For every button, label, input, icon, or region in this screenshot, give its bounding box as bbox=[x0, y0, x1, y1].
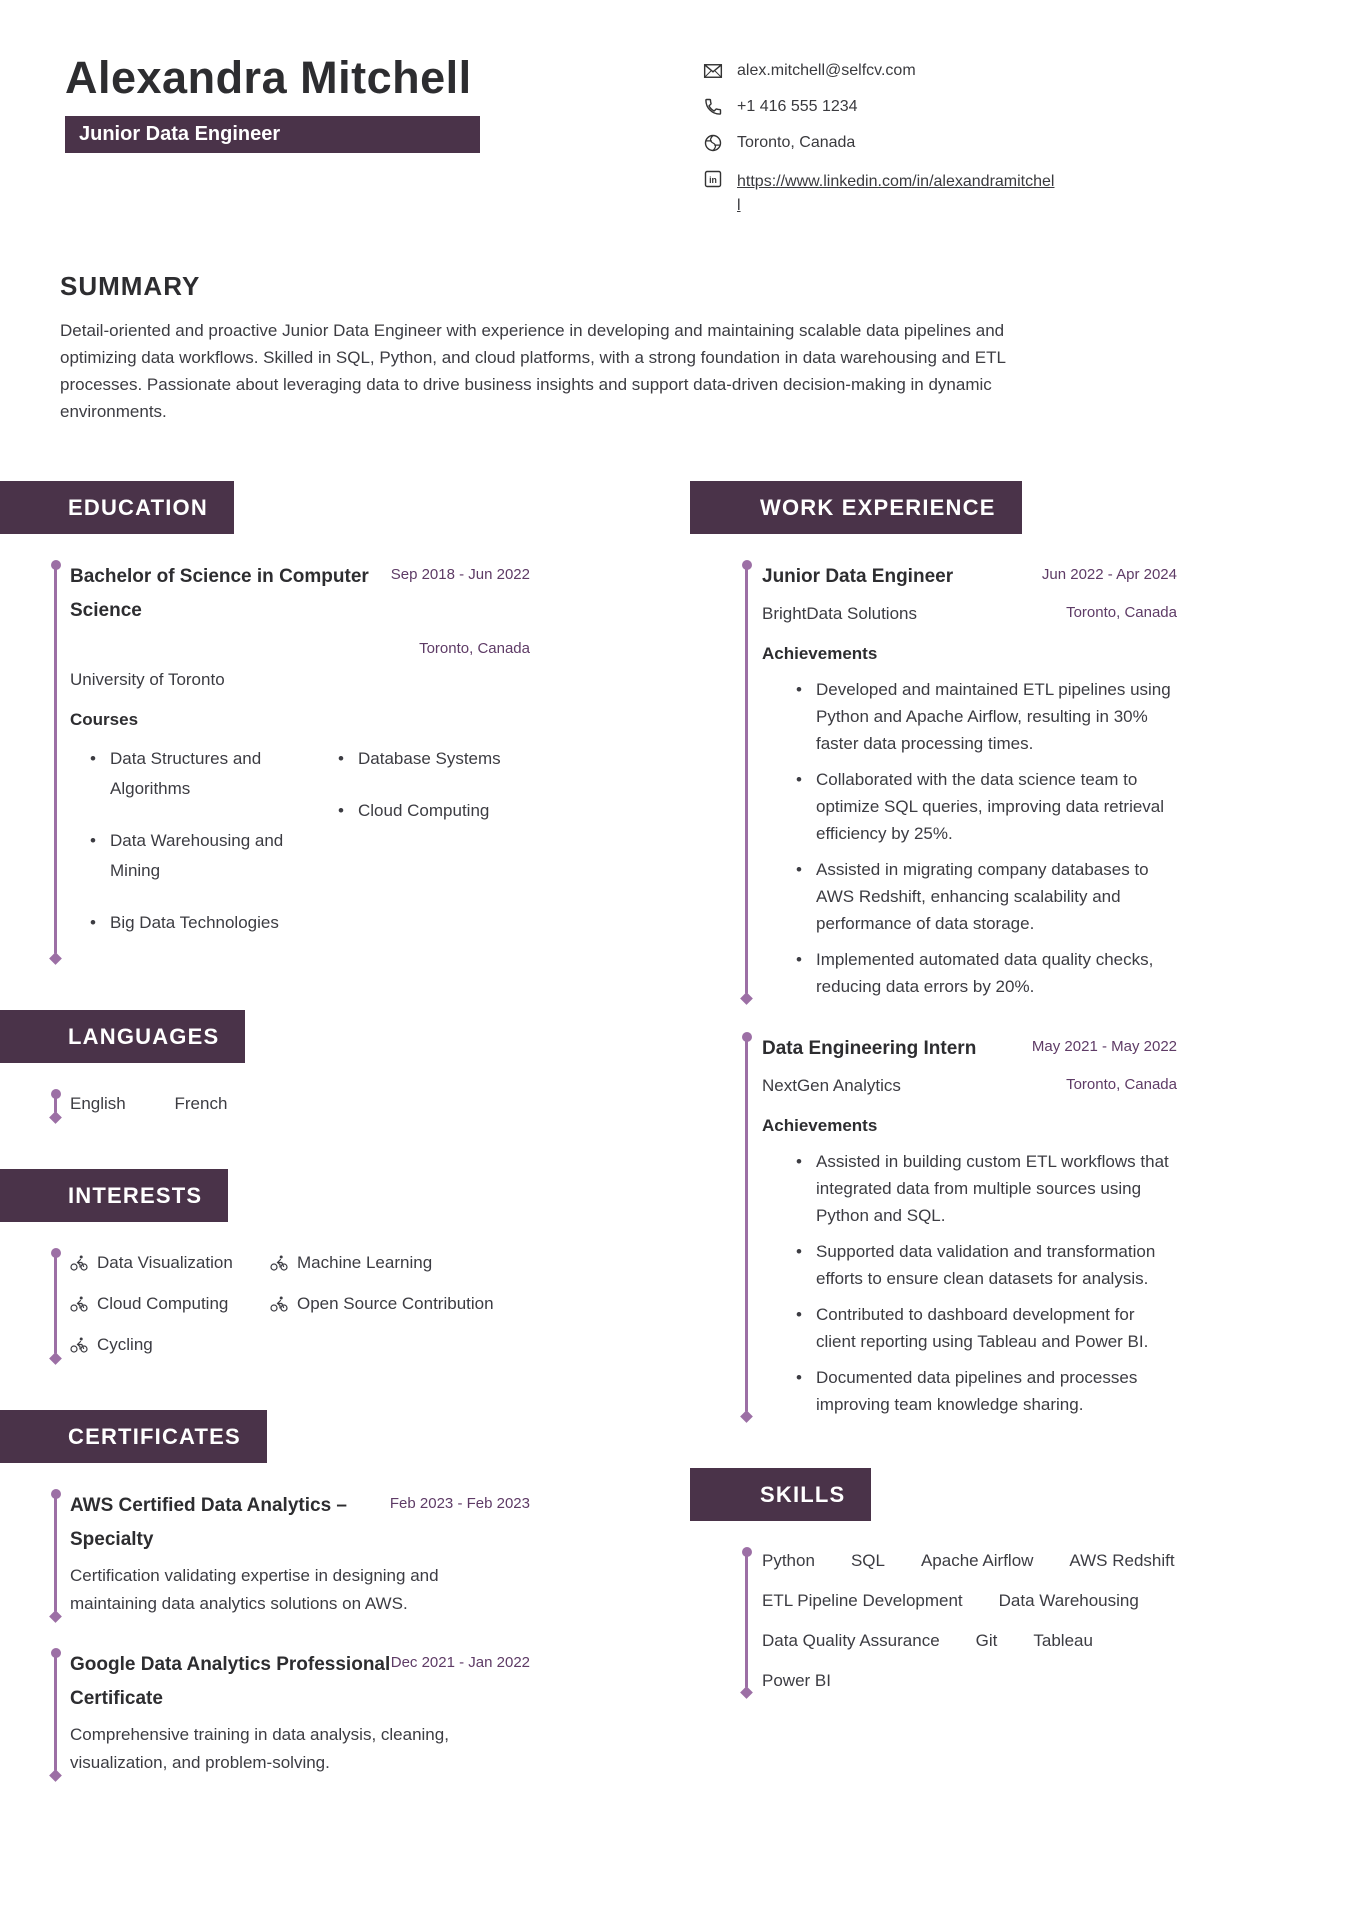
skill-item: AWS Redshift bbox=[1069, 1551, 1175, 1570]
achievements-list bbox=[762, 1148, 1177, 1418]
certificate-description: Certification validating expertise in designing and maintaining data analytics solutions on AWS. bbox=[70, 1566, 439, 1613]
skill-item: Python bbox=[762, 1551, 815, 1570]
skill-item: Power BI bbox=[762, 1671, 831, 1690]
cyclist-icon bbox=[70, 1255, 88, 1271]
interest-label: Cloud Computing bbox=[97, 1294, 229, 1313]
timeline-rule bbox=[54, 1096, 57, 1113]
certificate-name: AWS Certified Data Analytics – Specialty bbox=[70, 1495, 347, 1550]
course-item: • Data Warehousing and Mining bbox=[70, 826, 318, 886]
achievement-item: • Supported data validation and transformation efforts to ensure clean datasets for analysis. bbox=[762, 1238, 1177, 1292]
certificate-description: Comprehensive training in data analysis, cleaning, visualization, and problem-solving. bbox=[70, 1725, 449, 1772]
education-section bbox=[0, 481, 530, 960]
cyclist-icon bbox=[270, 1296, 288, 1312]
job-company: NextGen Analytics bbox=[762, 1076, 901, 1095]
interest-label: Data Visualization bbox=[97, 1253, 233, 1272]
right-column bbox=[690, 481, 1250, 1827]
certificate-entry bbox=[0, 1489, 530, 1618]
education-heading: EDUCATION bbox=[0, 481, 234, 534]
timeline-rule bbox=[745, 1039, 748, 1412]
education-location: Toronto, Canada bbox=[419, 640, 530, 657]
courses-list bbox=[70, 744, 530, 960]
certificates-heading: CERTIFICATES bbox=[0, 1410, 267, 1463]
timeline-rule bbox=[54, 1655, 57, 1771]
languages-heading: LANGUAGES bbox=[0, 1010, 245, 1063]
skill-item: Data Warehousing bbox=[998, 1591, 1139, 1610]
job-dates: Jun 2022 - Apr 2024 bbox=[1041, 566, 1177, 583]
job-title: Junior Data Engineer bbox=[762, 566, 954, 587]
skills-list-block bbox=[690, 1547, 1250, 1694]
envelope-icon bbox=[703, 61, 723, 81]
job-company: BrightData Solutions bbox=[762, 604, 917, 623]
education-meta bbox=[391, 560, 530, 660]
phone-icon bbox=[703, 97, 723, 117]
cyclist-icon bbox=[70, 1296, 88, 1312]
interest-item bbox=[270, 1248, 530, 1278]
skills-heading: SKILLS bbox=[690, 1468, 871, 1521]
location-text: Toronto, Canada bbox=[737, 134, 856, 151]
timeline-rule bbox=[745, 567, 748, 994]
achievements-label: Achievements bbox=[762, 1116, 878, 1135]
achievement-item: • Documented data pipelines and processes improving team knowledge sharing. bbox=[762, 1364, 1177, 1418]
achievement-item: • Collaborated with the data science team to optimize SQL queries, improving data retrieval efficiency by 25%. bbox=[762, 766, 1177, 847]
certificate-meta bbox=[390, 1489, 530, 1557]
work-experience-heading: WORK EXPERIENCE bbox=[690, 481, 1022, 534]
job-entry bbox=[690, 1032, 1250, 1418]
timeline-rule bbox=[54, 567, 57, 954]
skills-section bbox=[690, 1468, 1250, 1694]
interests-section bbox=[0, 1169, 530, 1360]
skill-item: SQL bbox=[850, 1551, 885, 1570]
timeline-rule bbox=[54, 1496, 57, 1612]
course-item: • Cloud Computing bbox=[318, 796, 530, 826]
skill-item: Git bbox=[975, 1631, 998, 1650]
summary-text: Detail-oriented and proactive Junior Data Engineer with experience in developing and maintaining scalable data pipelines and optimizing data workflows. Skilled in SQL, Python, and cloud platforms, with a strong foundation in data warehousing and ETL processes. Passionate about leveraging data to drive business insights and support data-driven decision-making in dynamic environments. bbox=[60, 321, 1006, 421]
timeline-rule bbox=[54, 1255, 57, 1354]
education-entry bbox=[0, 560, 530, 960]
skill-item: Apache Airflow bbox=[920, 1551, 1034, 1570]
degree-name: Bachelor of Science in Computer Science bbox=[70, 566, 369, 621]
certificates-section bbox=[0, 1410, 530, 1777]
interest-label: Open Source Contribution bbox=[297, 1294, 494, 1313]
job-title: Data Engineering Intern bbox=[762, 1038, 977, 1059]
achievement-item: • Assisted in building custom ETL workflows that integrated data from multiple sources using Python and SQL. bbox=[762, 1148, 1177, 1229]
contact-email bbox=[703, 62, 1055, 81]
job-entry bbox=[690, 560, 1250, 1000]
header bbox=[0, 0, 1350, 214]
job-meta bbox=[1032, 1032, 1177, 1099]
achievement-item: • Implemented automated data quality checks, reducing data errors by 20%. bbox=[762, 946, 1177, 1000]
skill-item: Data Quality Assurance bbox=[762, 1631, 940, 1650]
achievement-item: • Assisted in migrating company databases to AWS Redshift, enhancing scalability and performance of data storage. bbox=[762, 856, 1177, 937]
interest-label: Machine Learning bbox=[297, 1253, 433, 1272]
interest-label: Cycling bbox=[97, 1335, 153, 1354]
job-meta bbox=[1042, 560, 1177, 627]
interest-item bbox=[70, 1330, 270, 1360]
contact-location bbox=[703, 134, 1055, 153]
achievement-item: • Developed and maintained ETL pipelines using Python and Apache Airflow, resulting in 30% faster data processing times. bbox=[762, 676, 1177, 757]
cyclist-icon bbox=[270, 1255, 288, 1271]
achievements-list bbox=[762, 676, 1177, 1000]
job-title-badge: Junior Data Engineer bbox=[65, 116, 480, 153]
job-location: Toronto, Canada bbox=[1066, 1076, 1177, 1093]
interests-heading: INTERESTS bbox=[0, 1169, 228, 1222]
contact-phone bbox=[703, 98, 1055, 117]
skill-item: Tableau bbox=[1033, 1631, 1093, 1650]
languages-list bbox=[0, 1089, 530, 1119]
achievements-label: Achievements bbox=[762, 644, 878, 663]
skills-list bbox=[762, 1547, 1182, 1694]
job-dates: May 2021 - May 2022 bbox=[1031, 1038, 1177, 1055]
timeline-rule bbox=[745, 1554, 748, 1688]
education-dates: Sep 2018 - Jun 2022 bbox=[390, 566, 530, 583]
skill-item: ETL Pipeline Development bbox=[762, 1591, 963, 1610]
language-item: French bbox=[174, 1094, 228, 1113]
linkedin-link[interactable]: https://www.linkedin.com/in/alexandramitchell bbox=[737, 173, 1055, 214]
columns bbox=[0, 481, 1350, 1827]
interests-list bbox=[0, 1248, 530, 1360]
cyclist-icon bbox=[70, 1337, 88, 1353]
interest-item bbox=[70, 1289, 270, 1319]
summary-heading: SUMMARY bbox=[60, 271, 201, 301]
job-location: Toronto, Canada bbox=[1066, 604, 1177, 621]
contact-linkedin bbox=[703, 170, 1055, 218]
contact-info bbox=[703, 62, 1055, 235]
course-item: • Data Structures and Algorithms bbox=[70, 744, 318, 804]
school-name: University of Toronto bbox=[70, 670, 225, 689]
languages-section bbox=[0, 1010, 530, 1119]
courses-label: Courses bbox=[70, 710, 139, 729]
certificate-meta bbox=[391, 1648, 530, 1716]
person-name: Alexandra Mitchell bbox=[65, 52, 472, 103]
certificate-entry bbox=[0, 1648, 530, 1777]
course-item: • Big Data Technologies bbox=[70, 908, 318, 938]
summary-section bbox=[60, 271, 1350, 425]
work-experience-section bbox=[690, 481, 1250, 1418]
svg-text:in: in bbox=[709, 174, 717, 185]
achievement-item: • Contributed to dashboard development for client reporting using Tableau and Power BI. bbox=[762, 1301, 1177, 1355]
course-item: • Database Systems bbox=[318, 744, 530, 774]
language-item: English bbox=[70, 1094, 126, 1113]
email-text: alex.mitchell@selfcv.com bbox=[737, 62, 916, 79]
phone-text: +1 416 555 1234 bbox=[737, 98, 858, 115]
certificate-name: Google Data Analytics Professional Certificate bbox=[70, 1654, 391, 1709]
globe-icon bbox=[703, 133, 723, 153]
interest-item bbox=[70, 1248, 270, 1278]
certificate-dates: Feb 2023 - Feb 2023 bbox=[389, 1495, 530, 1512]
interest-item bbox=[270, 1289, 530, 1319]
left-column bbox=[0, 481, 530, 1827]
linkedin-icon bbox=[703, 169, 723, 189]
certificate-dates: Dec 2021 - Jan 2022 bbox=[390, 1654, 530, 1671]
